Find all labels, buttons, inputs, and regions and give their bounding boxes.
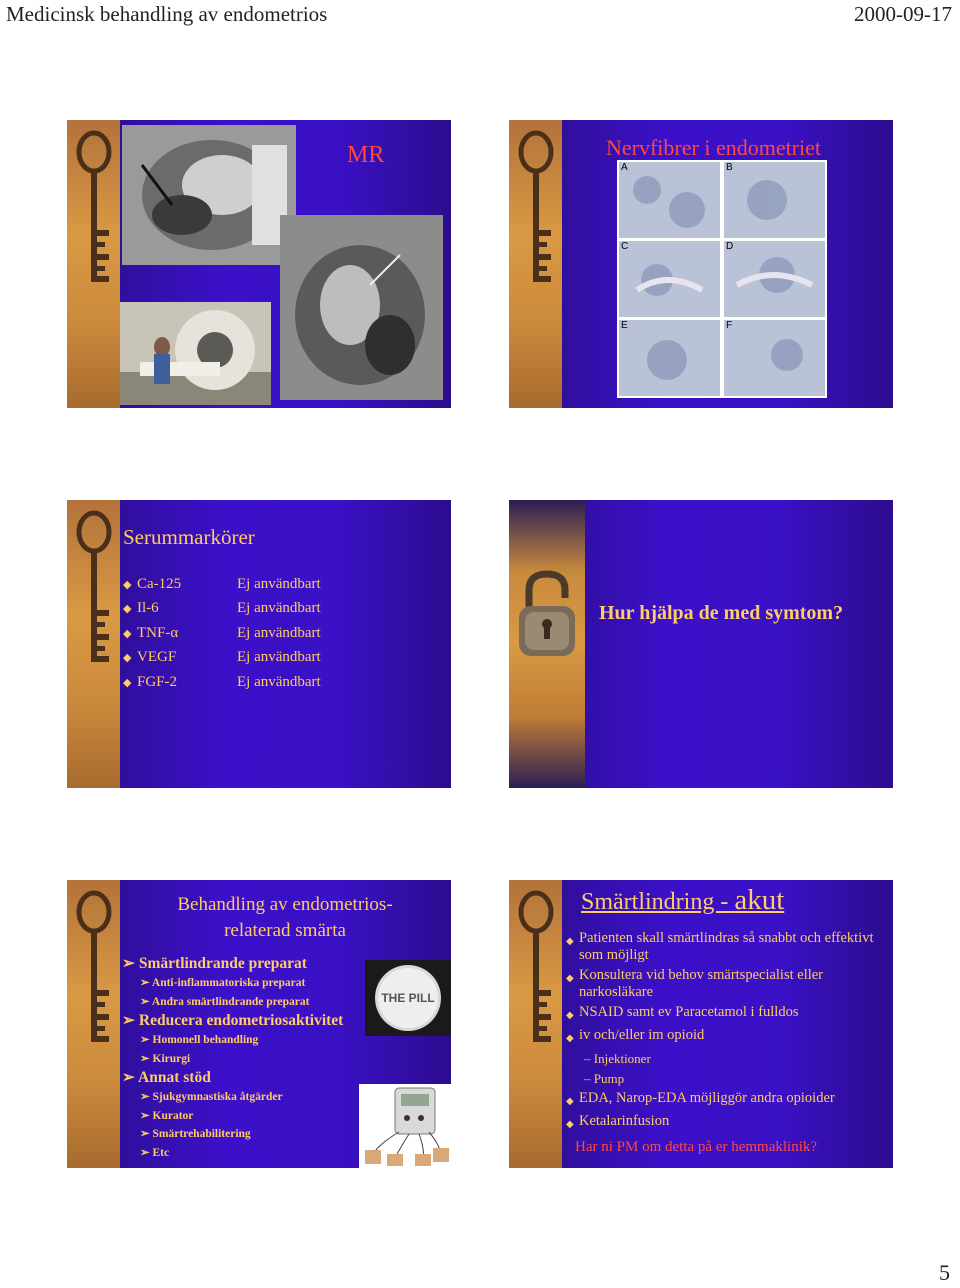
- tens-device-image: [359, 1084, 451, 1168]
- slide-title-part-2: akut: [734, 884, 785, 916]
- list-subitem: ➢ Kirurgi: [140, 1052, 191, 1065]
- pill-label: THE PILL: [381, 991, 435, 1005]
- slide-title-line-1: Behandling av endometrios-: [177, 894, 393, 915]
- list-subitem: – Pump: [584, 1071, 625, 1086]
- mr-machine-photo: [120, 302, 271, 405]
- list-subitem: ➢ Etc: [140, 1146, 170, 1159]
- marker-name: Il-6: [137, 600, 159, 617]
- list-item: ◆ EDA, Narop-EDA möjliggör andra opioider: [566, 1090, 886, 1110]
- list-item: ◆ NSAID samt ev Paracetamol i fulldos: [566, 1004, 886, 1024]
- mr-scan-image-2: [280, 215, 443, 400]
- arrow-bullet-icon: ➢: [140, 995, 150, 1008]
- slide-serummarkorer: [67, 500, 451, 788]
- arrow-bullet-icon: ➢: [140, 977, 150, 989]
- key-icon: [515, 130, 557, 290]
- list-subitem: ➢ Andra smärtlindrande preparat: [140, 995, 310, 1008]
- list-subitem: ➢ Homonell behandling: [140, 1034, 259, 1046]
- arrow-bullet-icon: ➢: [140, 1034, 150, 1046]
- page-number: 5: [939, 1260, 950, 1285]
- diamond-bullet-icon: ◆: [123, 627, 132, 640]
- arrow-bullet-icon: ➢: [140, 1128, 150, 1140]
- marker-value: Ej användbart: [237, 624, 321, 641]
- arrow-bullet-icon: ➢: [140, 1146, 150, 1159]
- diamond-bullet-icon: ◆: [566, 936, 574, 947]
- slide-title-line-2: relaterad smärta: [224, 920, 346, 941]
- list-item: ➢ Annat stöd: [122, 1069, 211, 1086]
- list-item: ◆ iv och/eller im opioid: [566, 1027, 886, 1047]
- marker-row: [123, 646, 377, 671]
- panel-label-d: D: [726, 241, 734, 252]
- diamond-bullet-icon: ◆: [566, 973, 574, 984]
- pill-image: [365, 960, 451, 1036]
- key-icon: [73, 510, 115, 670]
- list-subitem: – Injektioner: [584, 1051, 651, 1066]
- slide-mr: [67, 120, 451, 408]
- slide-title-part-1: Smärtlindring -: [581, 889, 735, 915]
- marker-row: [123, 572, 377, 597]
- panel-label-e: E: [621, 320, 628, 331]
- marker-row: [123, 670, 377, 695]
- marker-name: Ca-125: [137, 575, 182, 592]
- list-item: ◆ Ketalarinfusion: [566, 1113, 886, 1133]
- marker-row: [123, 597, 377, 622]
- list-item: ◆ Patienten skall smärtlindras så snabbt och effektivt som möjligt: [566, 930, 874, 963]
- panel-label-a: A: [621, 162, 628, 173]
- key-icon: [73, 130, 115, 290]
- marker-value: Ej användbart: [237, 649, 321, 666]
- marker-table: [123, 572, 377, 695]
- diamond-bullet-icon: ◆: [566, 1119, 574, 1130]
- document-header-title: Medicinsk behandling av endometrios: [6, 2, 328, 26]
- arrow-bullet-icon: ➢: [140, 1109, 150, 1122]
- list-subitem: ➢ Kurator: [140, 1109, 194, 1122]
- diamond-bullet-icon: ◆: [566, 1010, 574, 1021]
- slide-hur-hjalpa: [509, 500, 893, 788]
- arrow-bullet-icon: ➢: [140, 1091, 150, 1103]
- panel-label-b: B: [726, 162, 733, 173]
- pain-relief-list: [566, 930, 886, 1136]
- marker-row: [123, 621, 377, 646]
- list-item: ➢ Reducera endometriosaktivitet: [122, 1012, 344, 1029]
- diamond-bullet-icon: ◆: [123, 578, 132, 591]
- panel-label-f: F: [726, 320, 733, 331]
- document-header-date: 2000-09-17: [854, 2, 952, 26]
- histology-panel-grid: [617, 160, 827, 398]
- marker-value: Ej användbart: [237, 600, 321, 617]
- arrow-bullet-icon: ➢: [140, 1052, 150, 1065]
- slide-title: Serummarkörer: [123, 525, 255, 549]
- diamond-bullet-icon: ◆: [123, 652, 132, 665]
- slide-smartlindring-akut: [509, 880, 893, 1168]
- marker-value: Ej användbart: [237, 575, 321, 592]
- slide-title: Nervfibrer i endometriet: [606, 135, 822, 160]
- arrow-bullet-icon: ➢: [122, 1069, 135, 1086]
- slide-nervfibrer: [509, 120, 893, 408]
- diamond-bullet-icon: ◆: [123, 676, 132, 689]
- list-item: ◆ Konsultera vid behov smärtspecialist eller narkosläkare: [566, 967, 824, 1000]
- slide-title: Hur hjälpa de med symtom?: [599, 602, 844, 624]
- slide-footer-question: Har ni PM om detta på er hemmaklinik?: [575, 1139, 818, 1155]
- marker-value: Ej användbart: [237, 673, 321, 690]
- marker-name: FGF-2: [137, 673, 178, 690]
- diamond-bullet-icon: ◆: [566, 1096, 574, 1107]
- list-item: ➢ Smärtlindrande preparat: [122, 955, 307, 972]
- arrow-bullet-icon: ➢: [122, 1012, 135, 1029]
- panel-label-c: C: [621, 241, 629, 252]
- marker-name: TNF-α: [137, 624, 179, 641]
- mr-scan-image: [122, 125, 296, 265]
- list-subitem: ➢ Smärtrehabilitering: [140, 1128, 251, 1140]
- slide-title: [125, 892, 445, 944]
- slide-title: MR: [347, 142, 385, 168]
- slide-behandling: [67, 880, 451, 1168]
- diamond-bullet-icon: ◆: [566, 1033, 574, 1044]
- slide-title: [581, 884, 784, 917]
- list-subitem: ➢ Sjukgymnastiska åtgärder: [140, 1091, 283, 1103]
- open-padlock-icon: [511, 568, 583, 660]
- arrow-bullet-icon: ➢: [122, 955, 135, 972]
- key-icon: [515, 890, 557, 1050]
- key-icon: [73, 890, 115, 1050]
- marker-name: VEGF: [137, 649, 177, 666]
- list-subitem: ➢ Anti-inflammatoriska preparat: [140, 977, 306, 989]
- diamond-bullet-icon: ◆: [123, 603, 132, 616]
